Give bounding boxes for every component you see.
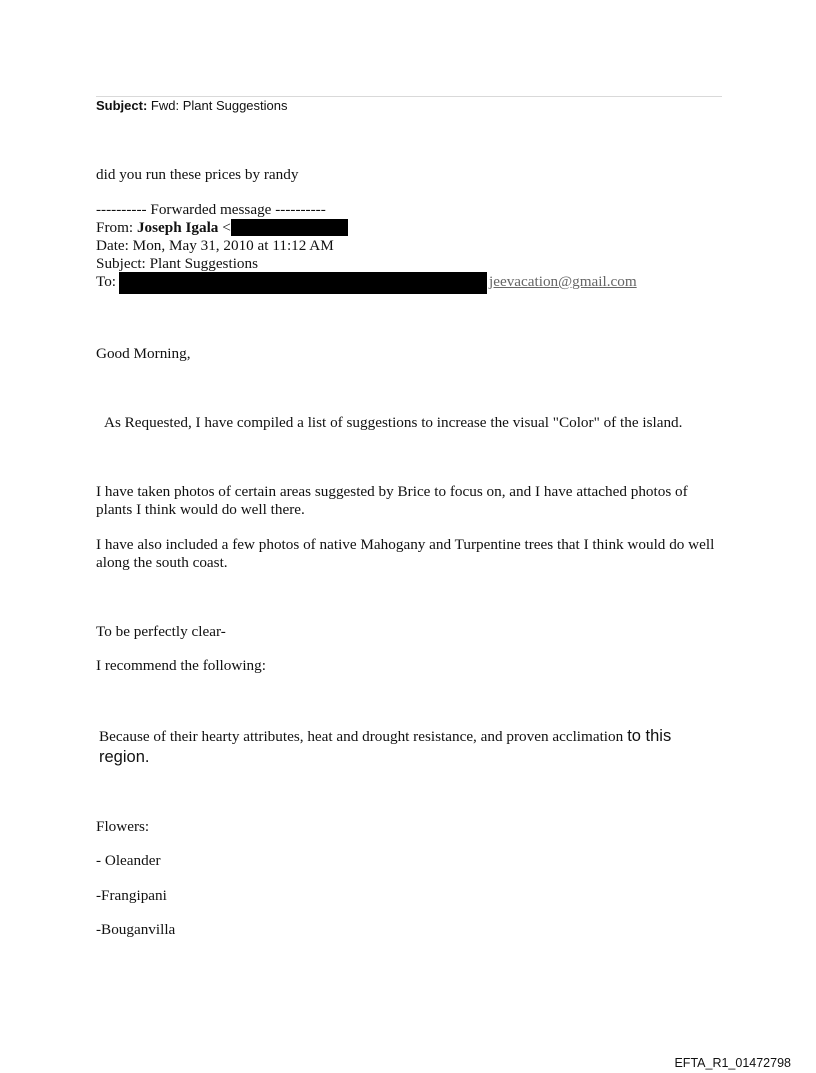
- to-label: To:: [96, 273, 117, 290]
- subject-label: Subject:: [96, 98, 148, 113]
- from-label: From:: [96, 219, 134, 236]
- email-subject-header: [96, 98, 288, 113]
- redaction-from-email: [231, 219, 348, 236]
- header-divider: [96, 96, 722, 97]
- reply-text: did you run these prices by randy: [96, 166, 299, 183]
- document-id: EFTA_R1_01472798: [674, 1056, 791, 1070]
- paragraph-native-trees: I have also included a few photos of native Mahogany and Turpentine trees that I think would do well along the south coast.: [96, 536, 715, 571]
- paragraph-attributes: [99, 726, 719, 768]
- forwarded-divider: ---------- Forwarded message ----------: [96, 201, 326, 218]
- attributes-serif-text: Because of their hearty attributes, heat and drought resistance, and proven acclimation: [99, 728, 624, 745]
- attributes-sans-text: to this region.: [99, 727, 672, 766]
- flowers-heading: Flowers:: [96, 818, 150, 835]
- list-item: -Frangipani: [96, 887, 167, 904]
- from-name: Joseph Igala: [136, 219, 219, 236]
- greeting: Good Morning,: [96, 345, 191, 362]
- subject-value: Fwd: Plant Suggestions: [150, 98, 288, 113]
- list-item: - Oleander: [96, 852, 161, 869]
- redaction-to-recipients: [119, 272, 487, 294]
- from-bracket: <: [222, 219, 231, 236]
- list-item: -Bouganvilla: [96, 921, 176, 938]
- paragraph-recommend: I recommend the following:: [96, 657, 266, 674]
- paragraph-request: As Requested, I have compiled a list of suggestions to increase the visual "Color" of the island.: [104, 414, 683, 431]
- date-line: Date: Mon, May 31, 2010 at 11:12 AM: [96, 237, 334, 254]
- paragraph-photos: I have taken photos of certain areas suggested by Brice to focus on, and I have attached photos of plants I think would do well there.: [96, 483, 688, 518]
- forwarded-subject-line: Subject: Plant Suggestions: [96, 255, 259, 272]
- paragraph-clear: To be perfectly clear-: [96, 623, 226, 640]
- from-line: [96, 219, 231, 237]
- to-email-link[interactable]: jeevacation@gmail.com: [489, 273, 637, 290]
